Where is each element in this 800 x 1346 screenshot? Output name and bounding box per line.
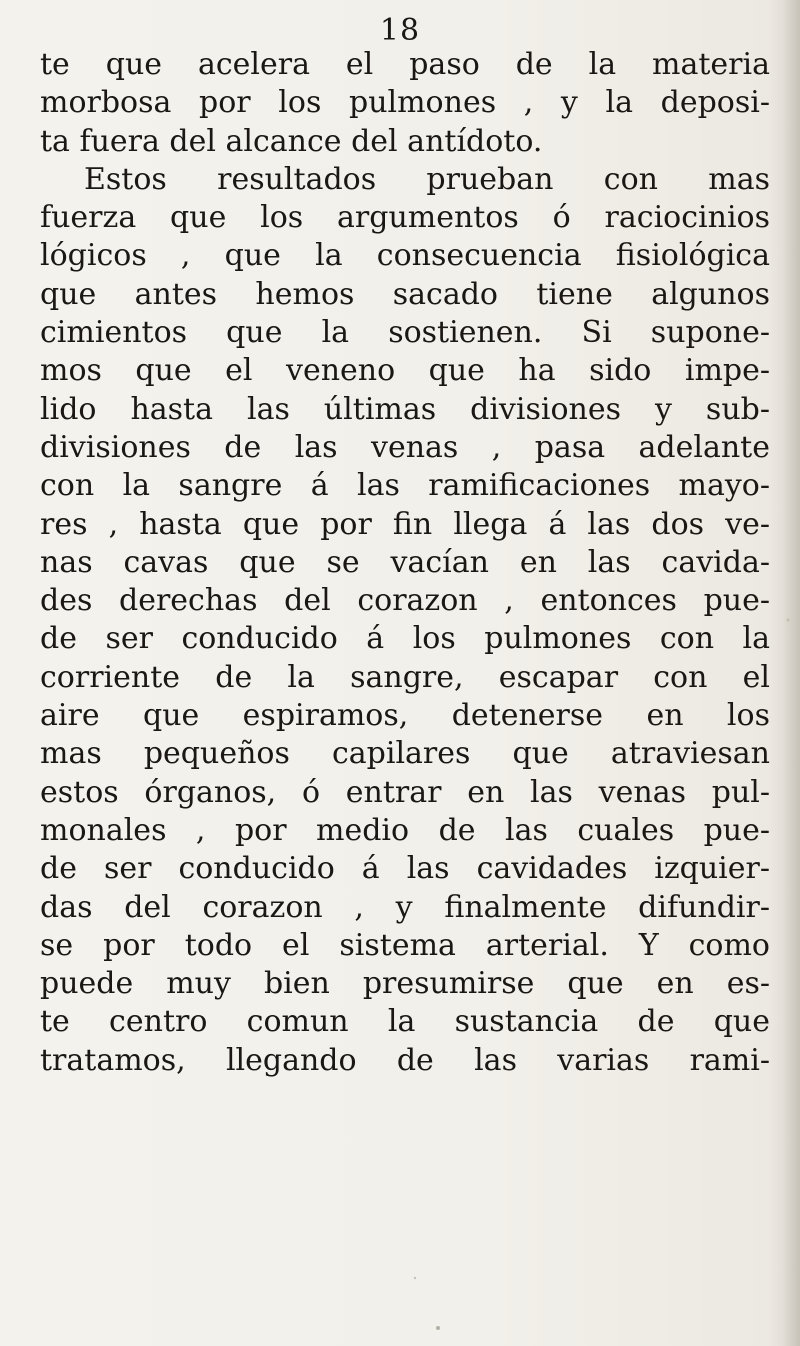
text-line: monales , por medio de las cuales pue- [40, 812, 770, 848]
text-line: de ser conducido á las cavidades izquier- [40, 851, 770, 887]
text-line: que antes hemos sacado tiene algunos [40, 276, 770, 312]
text-line: lido hasta las últimas divisiones y sub- [40, 391, 770, 427]
page-edge-shadow [782, 0, 800, 1346]
text-line: Estos resultados prueban con mas [84, 161, 770, 197]
text-line: te centro comun la sustancia de que [40, 1004, 770, 1040]
text-line: tratamos, llegando de las varias rami- [40, 1042, 770, 1078]
text-line: mos que el veneno que ha sido impe- [40, 353, 770, 389]
text-line: divisiones de las venas , pasa adelante [40, 429, 770, 465]
body-text [40, 46, 770, 1080]
text-line: de ser conducido á los pulmones con la [40, 621, 770, 657]
text-line: corriente de la sangre, escapar con el [40, 659, 770, 695]
text-line: nas cavas que se vacían en las cavida- [40, 544, 770, 580]
text-line: fuerza que los argumentos ó raciocinios [40, 200, 770, 236]
text-line: res , hasta que por fin llega á las dos ve- [40, 506, 770, 542]
text-line: ta fuera del alcance del antídoto. [40, 123, 543, 159]
text-line: puede muy bien presumirse que en es- [40, 966, 770, 1002]
text-line: estos órganos, ó entrar en las venas pul- [40, 774, 770, 810]
text-line: mas pequeños capilares que atraviesan [40, 736, 770, 772]
text-line: cimientos que la sostienen. Si supone- [40, 315, 770, 351]
text-line: aire que espiramos, detenerse en los [40, 698, 770, 734]
text-line: se por todo el sistema arterial. Y como [40, 927, 770, 963]
text-line: das del corazon , y finalmente difundir- [40, 889, 770, 925]
text-line: con la sangre á las ramificaciones mayo- [40, 468, 770, 504]
page-number: 18 [379, 13, 421, 48]
text-line: morbosa por los pulmones , y la deposi- [40, 85, 770, 121]
text-line: des derechas del corazon , entonces pue- [40, 583, 770, 619]
text-line: lógicos , que la consecuencia fisiológica [40, 238, 770, 274]
text-line: te que acelera el paso de la materia [40, 47, 770, 82]
